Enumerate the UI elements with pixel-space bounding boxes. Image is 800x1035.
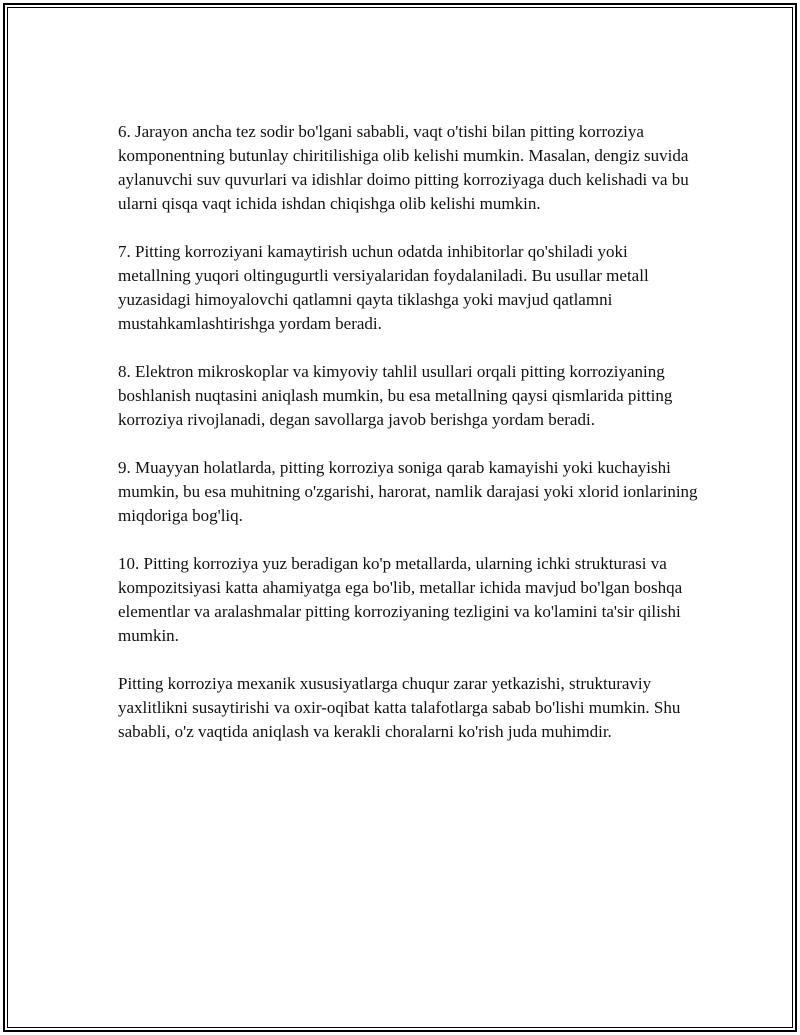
- paragraph-conclusion: Pitting korroziya mexanik xususiyatlarga chuqur zarar yetkazishi, strukturaviy yaxlitlikni susaytirishi va oxir-oqibat katta talafotlarga sabab bo'lishi mumkin. Shu sababli, o'z vaqtida aniqlash va kerakli choralarni ko'rish juda muhimdir.: [118, 674, 681, 741]
- paragraph-8: 8. Elektron mikroskoplar va kimyoviy tahlil usullari orqali pitting korroziyaning boshlanish nuqtasini aniqlash mumkin, bu esa metallning qaysi qismlarida pitting korroziya rivojlanadi, degan savollarga javob berishga yordam beradi.: [118, 362, 673, 429]
- paragraph-6: 6. Jarayon ancha tez sodir bo'lgani sababli, vaqt o'tishi bilan pitting korroziya komponentning butunlay chiritilishiga olib kelishi mumkin. Masalan, dengiz suvida aylanuvchi suv quvurlari va idishlar doimo pitting korroziyaga duch kelishadi va bu ularni qisqa vaqt ichida ishdan chiqishga olib kelishi mumkin.: [118, 122, 689, 213]
- paragraph-9: 9. Muayyan holatlarda, pitting korroziya soniga qarab kamayishi yoki kuchayishi mumkin, bu esa muhitning o'zgarishi, harorat, namlik darajasi yoki xlorid ionlarining miqdoriga bog'liq.: [118, 458, 698, 525]
- paragraph-7: 7. Pitting korroziyani kamaytirish uchun odatda inhibitorlar qo'shiladi yoki metallning yuqori oltingugurtli versiyalaridan foydalaniladi. Bu usullar metall yuzasidagi himoyalovchi qatlamni qayta tiklashga yoki mavjud qatlamni mustahkamlashtirishga yordam beradi.: [118, 242, 649, 333]
- paragraph-10: 10. Pitting korroziya yuz beradigan ko'p metallarda, ularning ichki strukturasi va kompozitsiyasi katta ahamiyatga ega bo'lib, metallar ichida mavjud bo'lgan boshqa elementlar va aralashmalar pitting korroziyaning tezligini va ko'lamini ta'sir qilishi mumkin.: [118, 554, 683, 645]
- document-page: [3, 3, 797, 1032]
- document-body: [118, 120, 698, 744]
